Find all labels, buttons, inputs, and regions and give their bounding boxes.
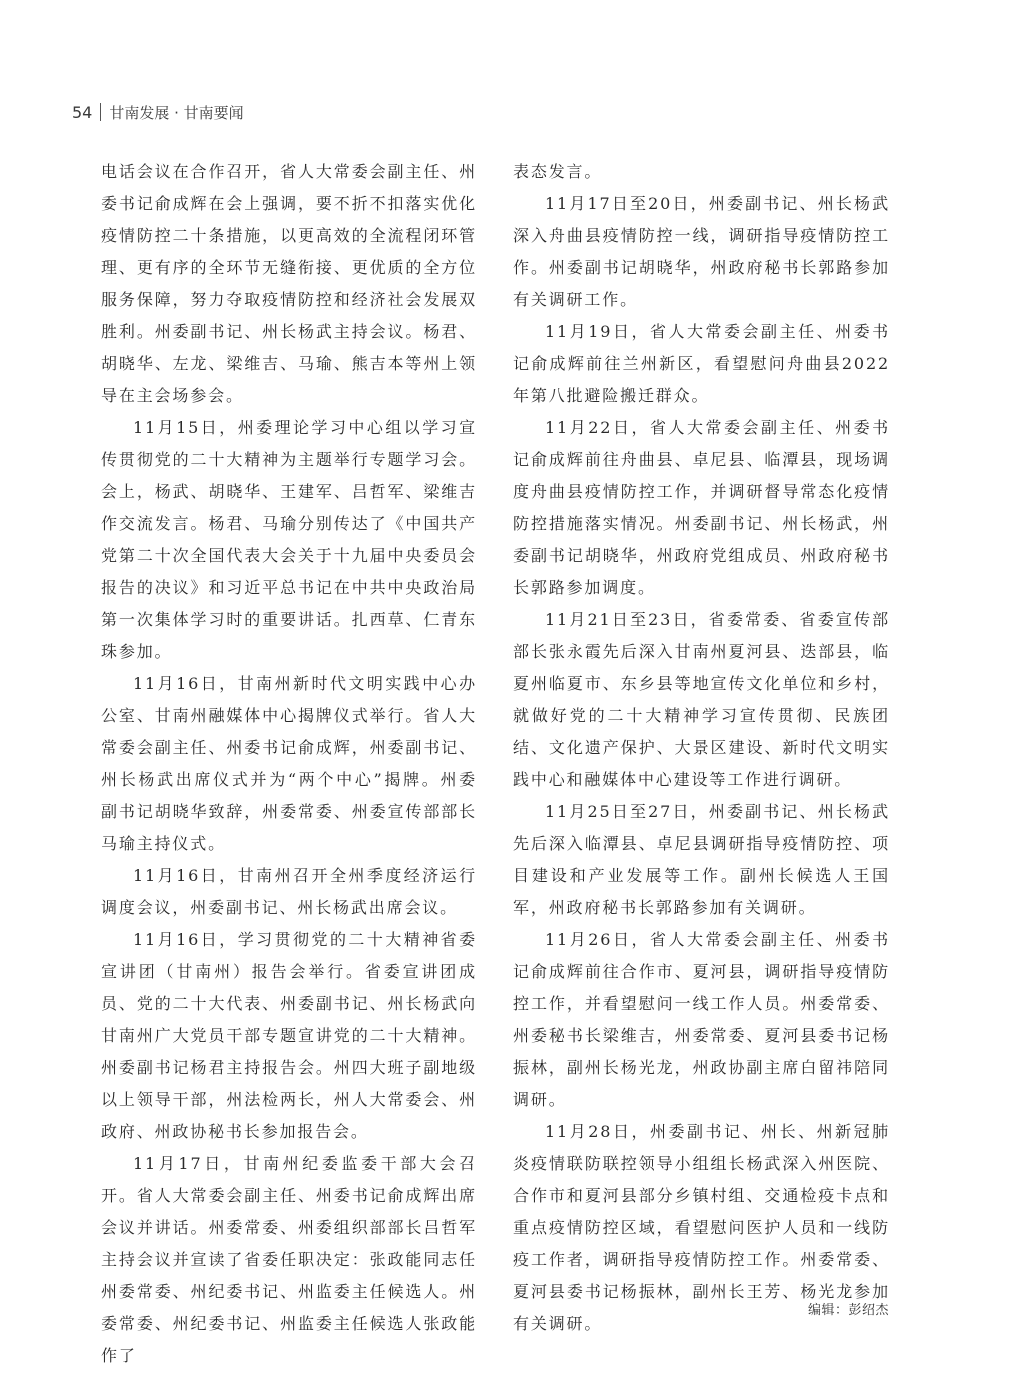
paragraph: 11月16日，甘南州召开全州季度经济运行调度会议，州委副书记、州长杨武出席会议。 bbox=[101, 866, 477, 917]
paragraph: 11月21日至23日，省委常委、省委宣传部部长张永霞先后深入甘南州夏河县、迭部县，临夏州临夏市、东乡县等地宣传文化单位和乡村，就做好党的二十大精神学习宣传贯彻、民族团结、文化遗产保护、大景区建设、新时代文明实践中心和融媒体中心建设等工作进行调研。 bbox=[513, 610, 890, 789]
paragraph: 11月16日，学习贯彻党的二十大精神省委宣讲团（甘南州）报告会举行。省委宣讲团成员、党的二十大代表、州委副书记、州长杨武向甘南州广大党员干部专题宣讲党的二十大精神。州委副书记杨君主持报告会。州四大班子副地级以上领导干部，州法检两长，州人大常委会、州政府、州政协秘书长参加报告会。 bbox=[101, 930, 477, 1141]
right-column bbox=[513, 156, 890, 1340]
page-header bbox=[72, 100, 244, 124]
paragraph: 11月26日，省人大常委会副主任、州委书记俞成辉前往合作市、夏河县，调研指导疫情防控工作，并看望慰问一线工作人员。州委常委、州委秘书长梁维吉，州委常委、夏河县委书记杨振林，副州长杨光龙，州政协副主席白留祎陪同调研。 bbox=[513, 930, 890, 1109]
paragraph: 11月17日，甘南州纪委监委干部大会召开。省人大常委会副主任、州委书记俞成辉出席会议并讲话。州委常委、州委组织部部长吕哲军主持会议并宣读了省委任职决定：张政能同志任州委常委、州纪委书记、州监委主任候选人。州委常委、州纪委书记、州监委主任候选人张政能作了 bbox=[101, 1154, 477, 1365]
paragraph: 11月16日，甘南州新时代文明实践中心办公室、甘南州融媒体中心揭牌仪式举行。省人大常委会副主任、州委书记俞成辉，州委副书记、州长杨武出席仪式并为“两个中心”揭牌。州委副书记胡晓华致辞，州委常委、州委宣传部部长马瑜主持仪式。 bbox=[101, 674, 477, 853]
paragraph: 电话会议在合作召开，省人大常委会副主任、州委书记俞成辉在会上强调，要不折不扣落实优化疫情防控二十条措施，以更高效的全流程闭环管理、更有序的全环节无缝衔接、更优质的全方位服务保障，努力夺取疫情防控和经济社会发展双胜利。州委副书记、州长杨武主持会议。杨君、胡晓华、左龙、梁维吉、马瑜、熊吉本等州上领导在主会场参会。 bbox=[101, 162, 477, 405]
paragraph: 11月28日，州委副书记、州长、州新冠肺炎疫情联防联控领导小组组长杨武深入州医院、合作市和夏河县部分乡镇村组、交通检疫卡点和重点疫情防控区域，看望慰问医护人员和一线防疫工作者，调研指导疫情防控工作。州委常委、夏河县委书记杨振林，副州长王芳、杨光龙参加有关调研。 bbox=[513, 1122, 890, 1333]
paragraph: 11月19日，省人大常委会副主任、州委书记俞成辉前往兰州新区，看望慰问舟曲县2022年第八批避险搬迁群众。 bbox=[513, 322, 890, 405]
paragraph: 11月22日，省人大常委会副主任、州委书记俞成辉前往舟曲县、卓尼县、临潭县，现场调度舟曲县疫情防控工作，并调研督导常态化疫情防控措施落实情况。州委副书记、州长杨武，州委副书记胡晓华，州政府党组成员、州政府秘书长郭路参加调度。 bbox=[513, 418, 890, 597]
paragraph: 11月15日，州委理论学习中心组以学习宣传贯彻党的二十大精神为主题举行专题学习会。会上，杨武、胡晓华、王建军、吕哲军、梁维吉作交流发言。杨君、马瑜分别传达了《中国共产党第二十次全国代表大会关于十九届中央委员会报告的决议》和习近平总书记在中共中央政治局第一次集体学习时的重要讲话。扎西草、仁青东珠参加。 bbox=[101, 418, 477, 661]
page-number: 54 bbox=[72, 102, 93, 122]
header-divider bbox=[100, 103, 101, 121]
editor-credit: 编辑：彭绍杰 bbox=[807, 1303, 889, 1318]
paragraph: 表态发言。 bbox=[513, 162, 603, 181]
paragraph: 11月17日至20日，州委副书记、州长杨武深入舟曲县疫情防控一线，调研指导疫情防控工作。州委副书记胡晓华，州政府秘书长郭路参加有关调研工作。 bbox=[513, 194, 890, 309]
paragraph: 11月25日至27日，州委副书记、州长杨武先后深入临潭县、卓尼县调研指导疫情防控、项目建设和产业发展等工作。副州长候选人王国军，州政府秘书长郭路参加有关调研。 bbox=[513, 802, 890, 917]
left-column bbox=[101, 156, 477, 1372]
section-title: 甘南发展 · 甘南要闻 bbox=[109, 103, 244, 122]
